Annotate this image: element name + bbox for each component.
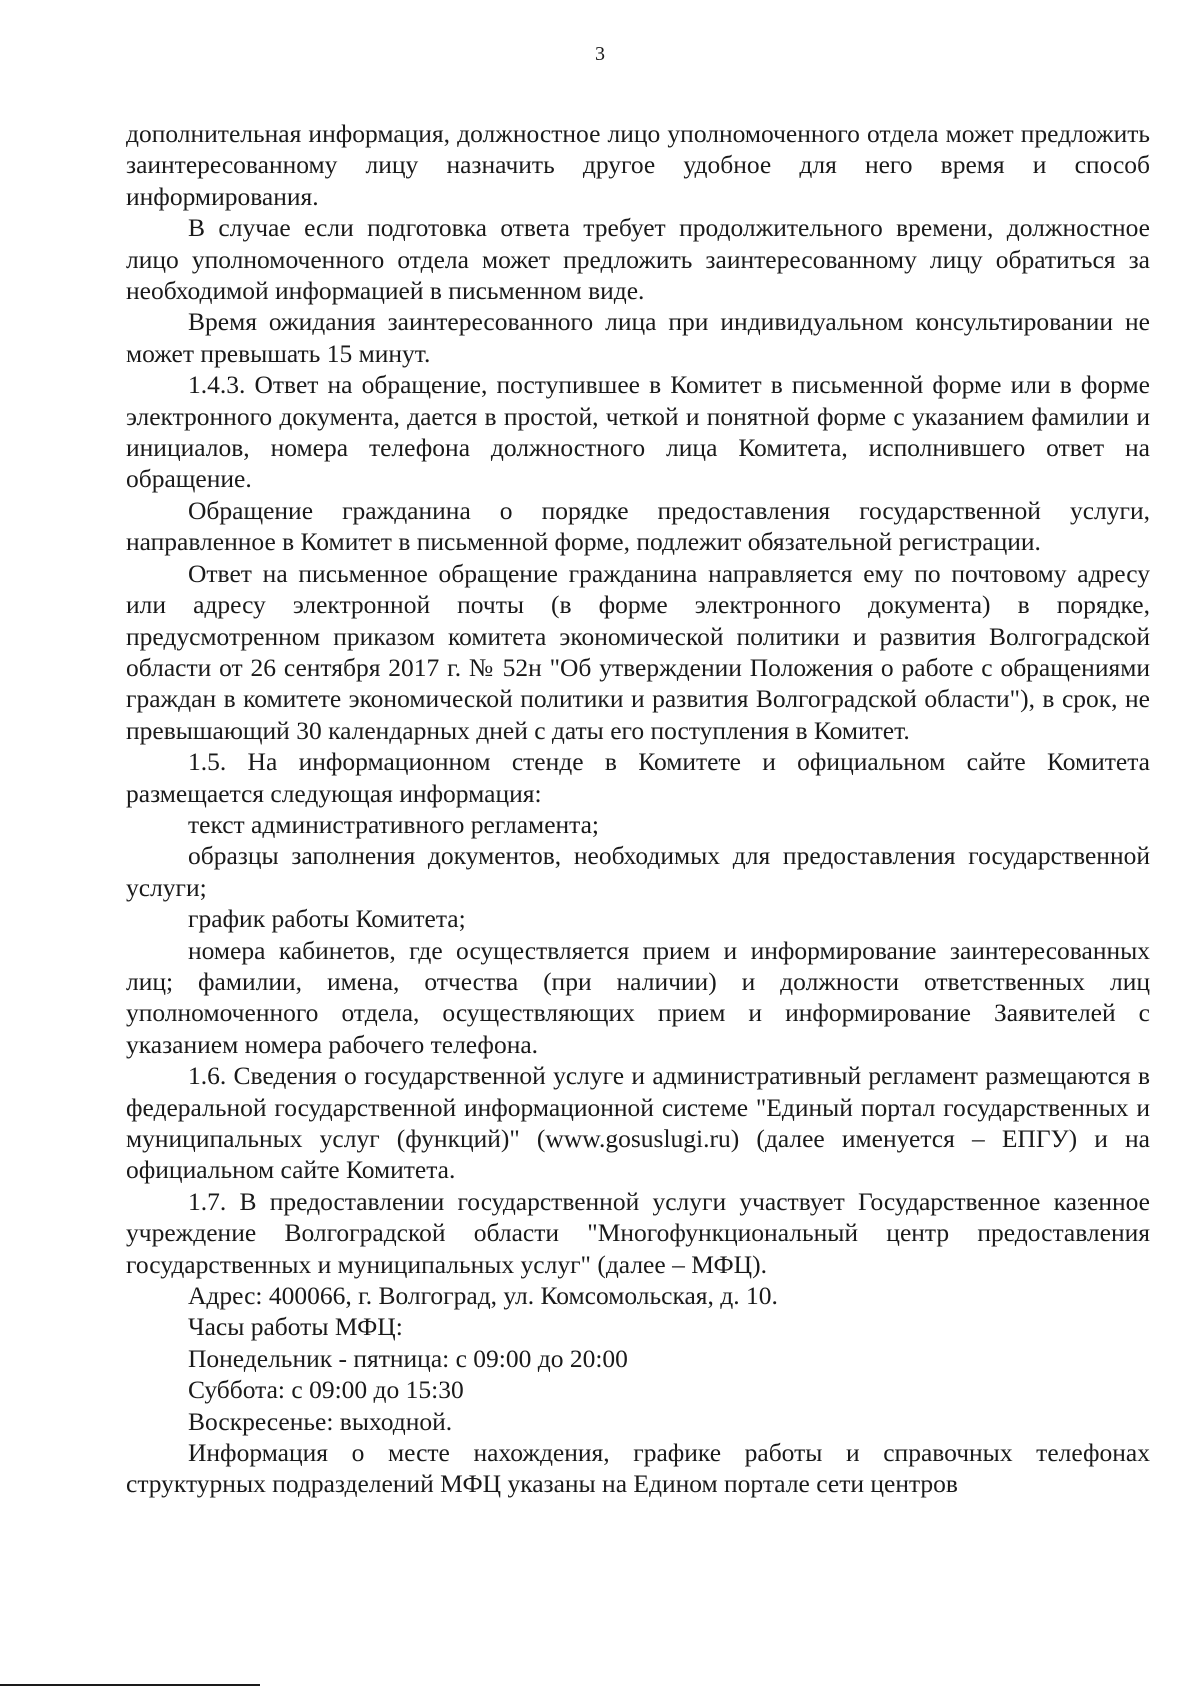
paragraph: Обращение гражданина о порядке предоставления государственной услуги, направленное в Комитет в письменной форме, подлежит обязательной регистрации. xyxy=(126,495,1150,557)
schedule-heading: Часы работы МФЦ: xyxy=(188,1312,403,1342)
page-number: 3 xyxy=(595,43,605,65)
schedule-line: Воскресенье: выходной. xyxy=(188,1406,453,1436)
list-item: образцы заполнения документов, необходимых для предоставления государственной услуги; xyxy=(126,841,1150,902)
list-item: текст административного регламента; xyxy=(188,809,600,839)
paragraph: Время ожидания заинтересованного лица при индивидуальном консультировании не может превышать 15 минут. xyxy=(126,307,1150,368)
document-body xyxy=(126,118,1150,1500)
paragraph: 1.5. На информационном стенде в Комитете и официальном сайте Комитета размещается следующая информация: xyxy=(126,747,1150,808)
paragraph: 1.7. В предоставлении государственной услуги участвует Государственное казенное учреждение Волгоградской области "Многофункциональный центр предоставления государственных и муниципальных услуг" (далее – МФЦ). xyxy=(126,1186,1150,1279)
list-item: график работы Комитета; xyxy=(188,904,466,934)
address-line: Адрес: 400066, г. Волгоград, ул. Комсомольская, д. 10. xyxy=(188,1281,778,1311)
paragraph: Информация о месте нахождения, графике работы и справочных телефонах структурных подразделений МФЦ указаны на Едином портале сети центров xyxy=(126,1438,1150,1499)
paragraph: В случае если подготовка ответа требует продолжительного времени, должностное лицо уполномоченного отдела может предложить заинтересованному лицу обратиться за необходимой информацией в письменном виде. xyxy=(126,213,1150,306)
footnote-divider xyxy=(0,1684,260,1686)
paragraph: 1.4.3. Ответ на обращение, поступившее в Комитет в письменной форме или в форме электронного документа, дается в простой, четкой и понятной форме с указанием фамилии и инициалов, номера телефона должностного лица Комитета, исполнившего ответ на обращение. xyxy=(126,370,1150,494)
paragraph: дополнительная информация, должностное лицо уполномоченного отдела может предложить заинтересованному лицу назначить другое удобное для него время и способ информирования. xyxy=(126,119,1150,211)
schedule-line: Суббота: с 09:00 до 15:30 xyxy=(188,1375,464,1405)
paragraph: 1.6. Сведения о государственной услуге и административный регламент размещаются в федеральной государственной информационной системе "Единый портал государственных и муниципальных услуг (функций)" (www.gosuslugi.ru) (далее именуется – ЕПГУ) и на официальном сайте Комитета. xyxy=(126,1061,1150,1185)
list-item: номера кабинетов, где осуществляется прием и информирование заинтересованных лиц; фамилии, имена, отчества (при наличии) и должности ответственных лиц уполномоченного отдела, осуществляющих прием и информирование Заявителей с указанием номера рабочего телефона. xyxy=(126,935,1150,1059)
schedule-line: Понедельник - пятница: с 09:00 до 20:00 xyxy=(188,1343,628,1373)
paragraph: Ответ на письменное обращение гражданина направляется ему по почтовому адресу или адресу электронной почты (в форме электронного документа) в порядке, предусмотренном приказом комитета экономической политики и развития Волгоградской области от 26 сентября 2017 г. № 52н "Об утверждении Положения о работе с обращениями граждан в комитете экономической политики и развития Волгоградской области"), в срок, не превышающий 30 календарных дней с даты его поступления в Комитет. xyxy=(126,558,1150,745)
